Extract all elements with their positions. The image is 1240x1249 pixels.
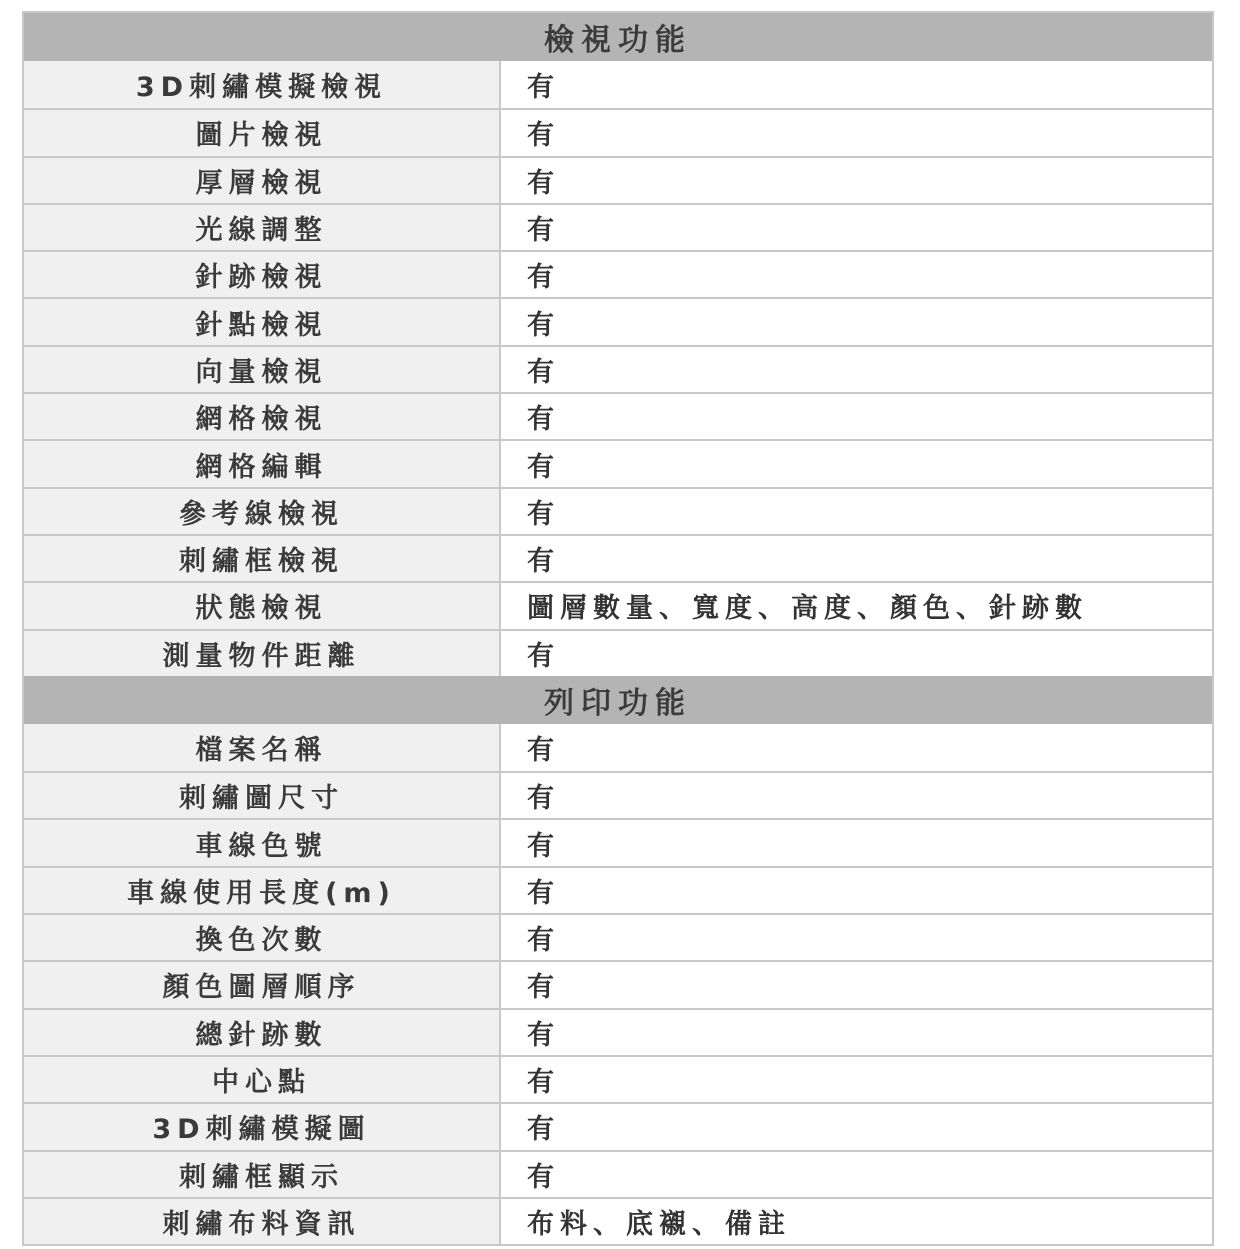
row-label: 3D刺繡模擬檢視 xyxy=(24,61,501,108)
row-value: 有 xyxy=(501,962,1212,1007)
row-label: 刺繡框顯示 xyxy=(24,1152,501,1197)
row-label: 3D刺繡模擬圖 xyxy=(24,1104,501,1149)
table-row xyxy=(24,581,1212,628)
row-label: 車線色號 xyxy=(24,820,501,865)
table-row xyxy=(24,1102,1212,1149)
row-value: 有 xyxy=(501,820,1212,865)
table-row xyxy=(24,534,1212,581)
row-value: 布料、底襯、備註 xyxy=(501,1199,1212,1244)
row-value: 有 xyxy=(501,915,1212,960)
table-row xyxy=(24,297,1212,344)
row-value: 有 xyxy=(501,110,1212,155)
row-value: 有 xyxy=(501,631,1212,676)
row-label: 刺繡框檢視 xyxy=(24,536,501,581)
table-row xyxy=(24,1008,1212,1055)
row-label: 厚層檢視 xyxy=(24,158,501,203)
row-value: 有 xyxy=(501,299,1212,344)
table-row xyxy=(24,960,1212,1007)
table-row xyxy=(24,250,1212,297)
table-row xyxy=(24,866,1212,913)
row-value: 有 xyxy=(501,61,1212,108)
row-label: 網格檢視 xyxy=(24,394,501,439)
row-label: 參考線檢視 xyxy=(24,489,501,534)
row-value: 有 xyxy=(501,724,1212,771)
row-label: 換色次數 xyxy=(24,915,501,960)
table-row xyxy=(24,345,1212,392)
row-label: 網格編輯 xyxy=(24,441,501,486)
row-value: 有 xyxy=(501,1104,1212,1149)
row-label: 向量檢視 xyxy=(24,347,501,392)
table-row xyxy=(24,61,1212,108)
row-value: 有 xyxy=(501,868,1212,913)
row-value: 圖層數量、寬度、高度、顏色、針跡數 xyxy=(501,583,1212,628)
row-value: 有 xyxy=(501,773,1212,818)
row-label: 圖片檢視 xyxy=(24,110,501,155)
table-row xyxy=(24,1055,1212,1102)
table-row xyxy=(24,156,1212,203)
row-label: 中心點 xyxy=(24,1057,501,1102)
row-value: 有 xyxy=(501,394,1212,439)
row-value: 有 xyxy=(501,205,1212,250)
spec-table xyxy=(22,11,1214,1246)
section-header-view: 檢視功能 xyxy=(24,13,1212,61)
section-header-print: 列印功能 xyxy=(24,676,1212,724)
row-value: 有 xyxy=(501,489,1212,534)
row-value: 有 xyxy=(501,1152,1212,1197)
row-label: 顏色圖層順序 xyxy=(24,962,501,1007)
row-value: 有 xyxy=(501,158,1212,203)
table-row xyxy=(24,439,1212,486)
row-label: 車線使用長度(m) xyxy=(24,868,501,913)
table-row xyxy=(24,818,1212,865)
row-label: 刺繡圖尺寸 xyxy=(24,773,501,818)
table-row xyxy=(24,1150,1212,1197)
row-label: 狀態檢視 xyxy=(24,583,501,628)
row-value: 有 xyxy=(501,252,1212,297)
table-row xyxy=(24,203,1212,250)
row-label: 針跡檢視 xyxy=(24,252,501,297)
table-row xyxy=(24,913,1212,960)
row-value: 有 xyxy=(501,1057,1212,1102)
row-label: 測量物件距離 xyxy=(24,631,501,676)
table-row xyxy=(24,1197,1212,1244)
table-row xyxy=(24,108,1212,155)
row-value: 有 xyxy=(501,536,1212,581)
row-value: 有 xyxy=(501,441,1212,486)
row-label: 刺繡布料資訊 xyxy=(24,1199,501,1244)
row-label: 檔案名稱 xyxy=(24,724,501,771)
table-row xyxy=(24,392,1212,439)
row-label: 光線調整 xyxy=(24,205,501,250)
table-row xyxy=(24,771,1212,818)
table-row xyxy=(24,629,1212,676)
row-value: 有 xyxy=(501,1010,1212,1055)
row-label: 總針跡數 xyxy=(24,1010,501,1055)
table-row xyxy=(24,487,1212,534)
row-value: 有 xyxy=(501,347,1212,392)
table-row xyxy=(24,724,1212,771)
row-label: 針點檢視 xyxy=(24,299,501,344)
